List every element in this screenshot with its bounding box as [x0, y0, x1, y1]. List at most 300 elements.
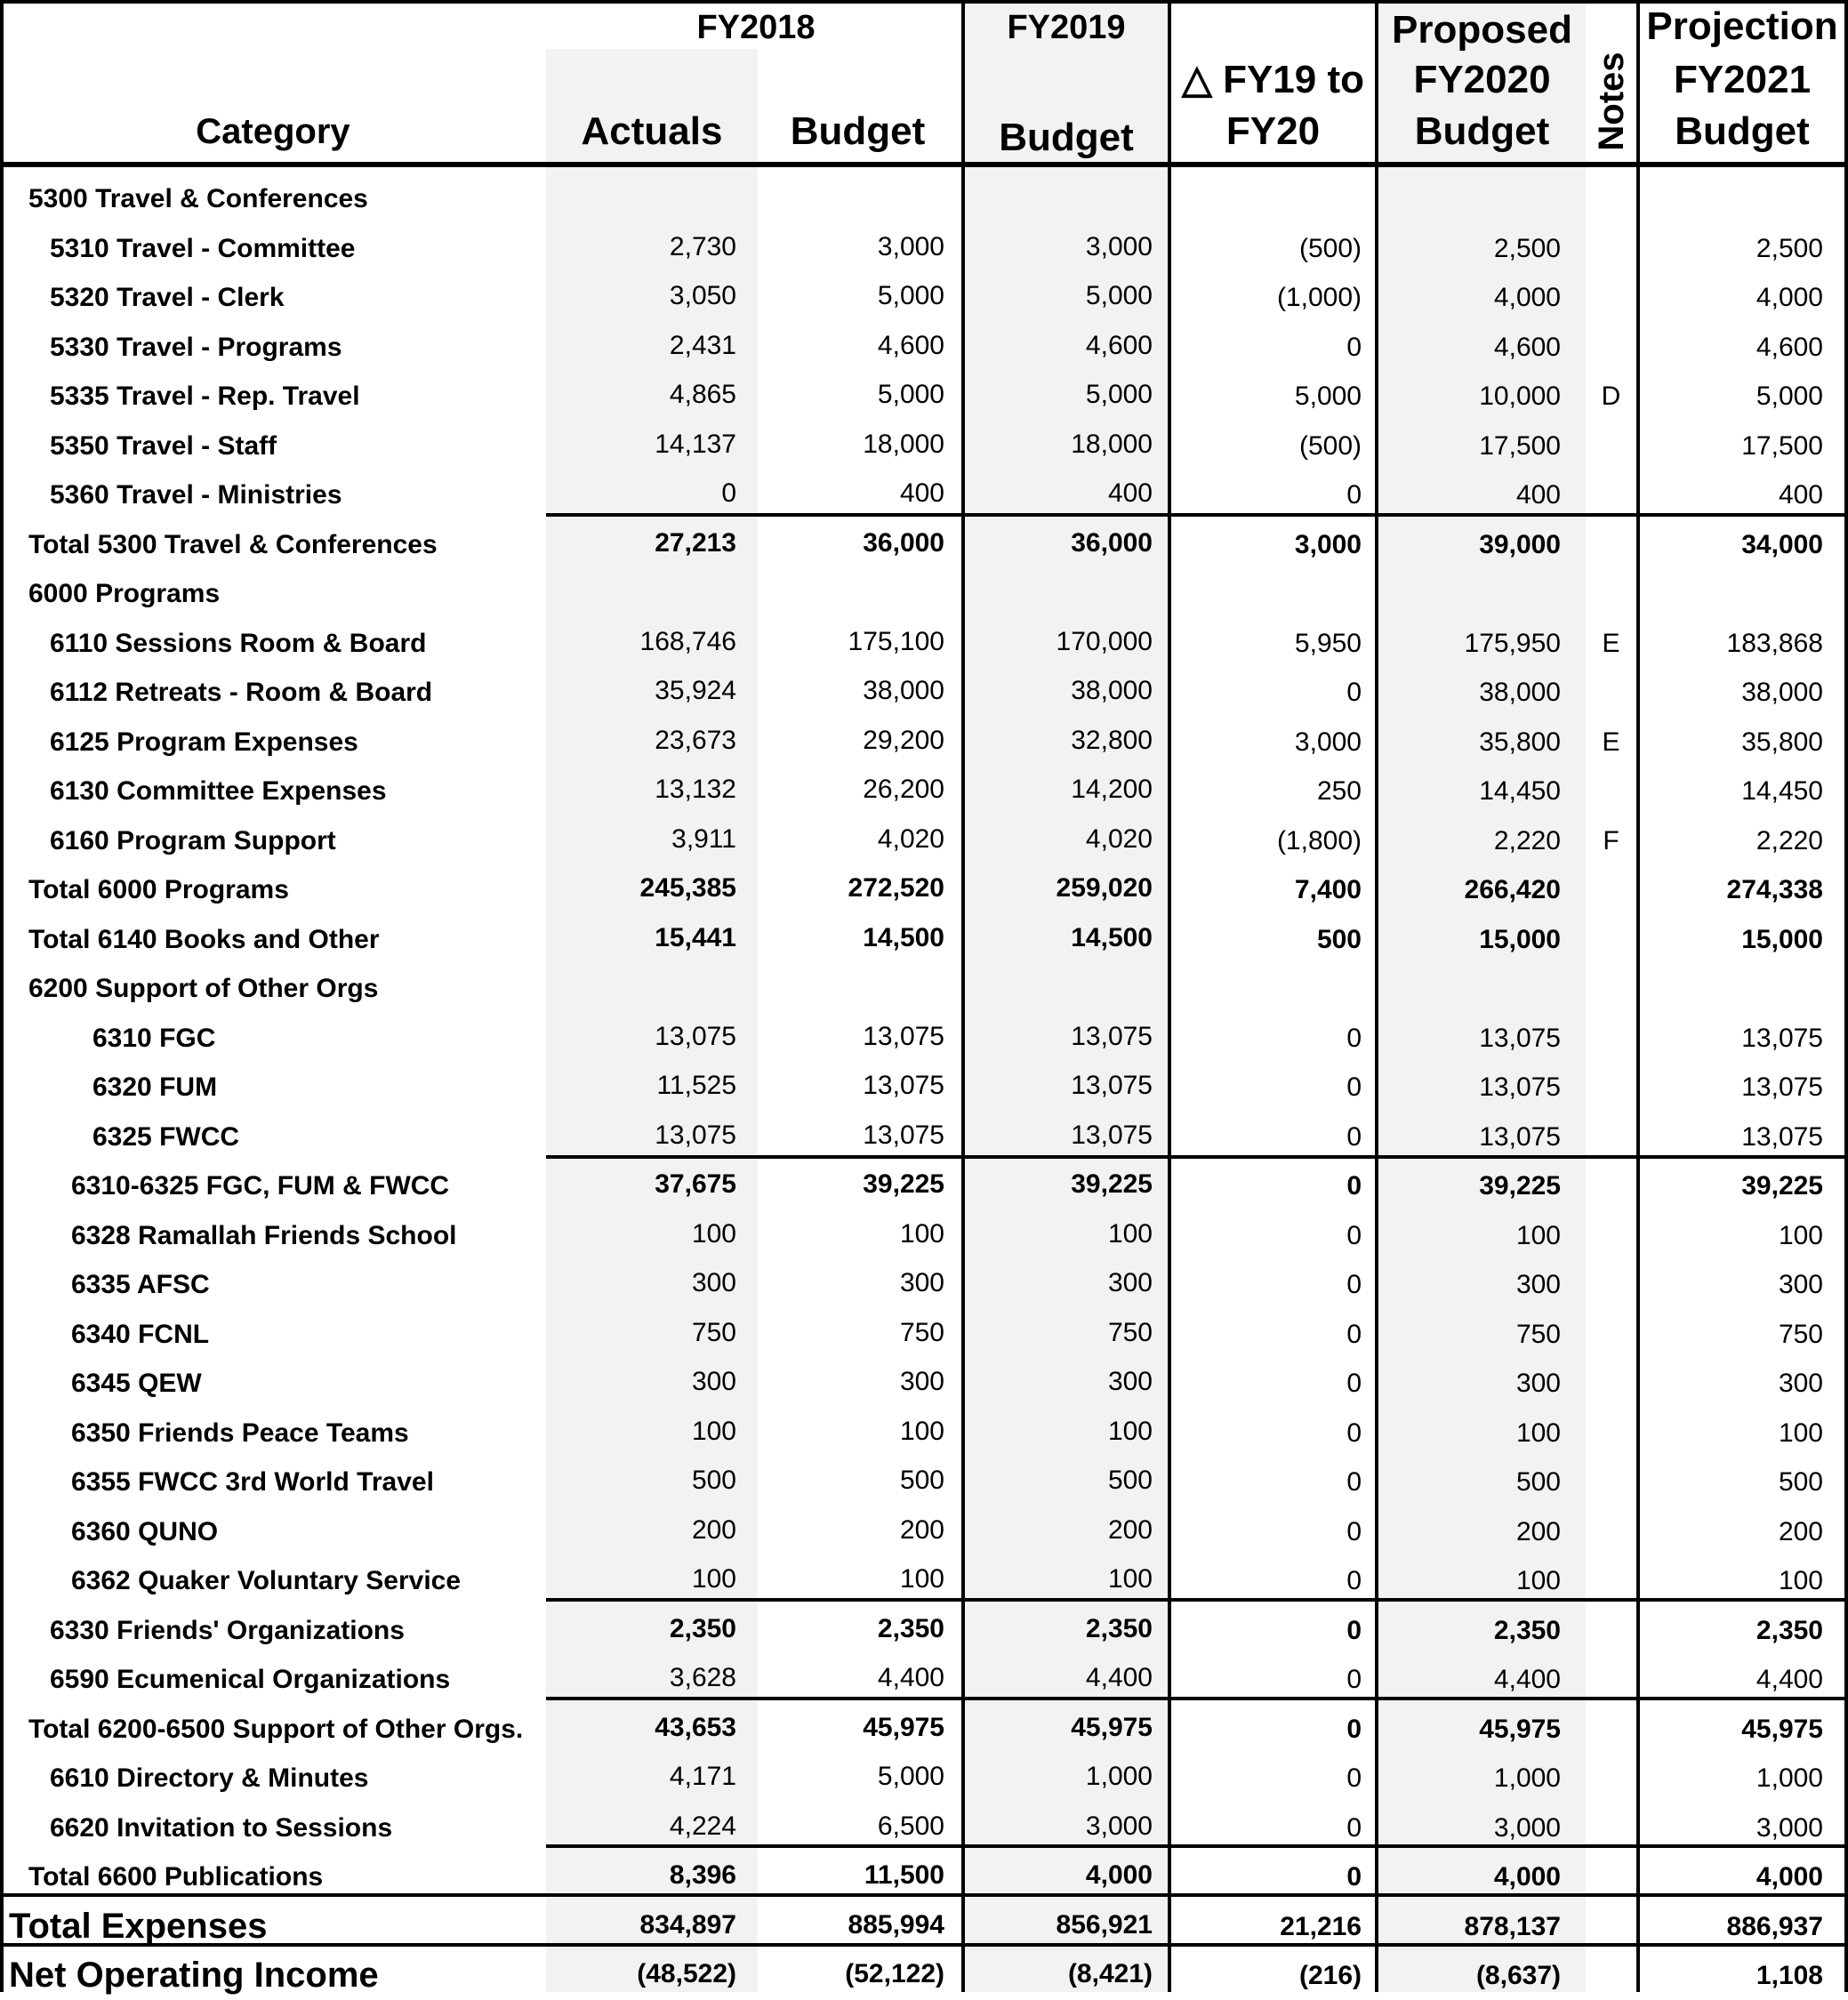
projection-cell: 274,338 — [1726, 875, 1823, 904]
actuals-cell: 4,224 — [669, 1811, 736, 1841]
table-row — [0, 1260, 1848, 1309]
projection-cell: 4,000 — [1756, 1862, 1823, 1892]
actuals-cell: 13,075 — [655, 1120, 736, 1150]
budget-2018-cell: 400 — [899, 478, 944, 508]
row-category-label: 5320 Travel - Clerk — [50, 283, 285, 312]
delta-cell: 0 — [1346, 678, 1362, 707]
budget-2019-cell: 14,200 — [1071, 775, 1153, 804]
row-category-label: 6160 Program Support — [50, 825, 336, 855]
row-category-label: 6000 Programs — [28, 579, 221, 608]
header-category: Category — [196, 112, 350, 151]
proposed-cell: 500 — [1515, 1467, 1561, 1497]
budget-2018-cell: 26,200 — [863, 775, 944, 804]
budget-2018-cell: 272,520 — [848, 873, 944, 903]
row-category-label: 6130 Committee Expenses — [50, 776, 387, 806]
row-category-label: 6335 AFSC — [71, 1270, 210, 1299]
proposed-cell: 39,000 — [1479, 529, 1561, 559]
notes-cell — [1586, 1161, 1636, 1210]
proposed-cell: 266,420 — [1464, 875, 1561, 904]
row-category-label: 6355 FWCC 3rd World Travel — [71, 1467, 434, 1497]
delta-cell: 0 — [1346, 1220, 1362, 1250]
actuals-cell: 100 — [691, 1218, 736, 1249]
budget-2019-cell: 5,000 — [1085, 380, 1153, 409]
budget-2019-cell: 100 — [1107, 1564, 1153, 1594]
row-category-label: 5310 Travel - Committee — [50, 233, 356, 263]
budget-2018-cell: 5,000 — [877, 380, 944, 409]
table-row — [0, 174, 1848, 223]
proposed-cell: 2,220 — [1493, 825, 1561, 855]
budget-2019-cell: 259,020 — [1056, 873, 1153, 903]
notes-cell — [1586, 1754, 1636, 1803]
proposed-cell: 3,000 — [1493, 1812, 1561, 1843]
proposed-cell — [1378, 174, 1561, 223]
notes-cell — [1586, 1211, 1636, 1260]
projection-cell: 15,000 — [1741, 924, 1823, 954]
budget-2018-cell — [758, 173, 944, 221]
table-row — [0, 372, 1848, 421]
proposed-cell — [1378, 569, 1561, 618]
row-category-label: 5350 Travel - Staff — [50, 430, 277, 461]
table-row — [0, 1161, 1848, 1210]
table-row — [0, 1951, 1848, 2000]
table-row — [0, 1852, 1848, 1901]
delta-cell — [1171, 569, 1362, 618]
table-row — [0, 1112, 1848, 1161]
header-actuals: Actuals — [581, 109, 723, 153]
notes-cell: D — [1601, 382, 1621, 411]
actuals-cell: 27,213 — [655, 527, 736, 558]
actuals-cell: 2,431 — [669, 330, 736, 360]
projection-cell: 39,225 — [1741, 1171, 1823, 1201]
proposed-cell: 100 — [1515, 1418, 1561, 1448]
notes-cell — [1586, 520, 1636, 569]
delta-cell: 0 — [1346, 1665, 1362, 1694]
budget-2019-cell: 3,000 — [1085, 231, 1153, 261]
proposed-cell: 1,000 — [1493, 1763, 1561, 1793]
projection-cell: 38,000 — [1741, 678, 1823, 707]
proposed-cell: 39,225 — [1479, 1171, 1561, 1201]
table-row — [0, 1014, 1848, 1063]
delta-cell: 0 — [1346, 1566, 1362, 1595]
budget-2019-cell: 500 — [1107, 1466, 1153, 1495]
notes-cell — [1586, 1852, 1636, 1901]
budget-2018-cell: 100 — [899, 1416, 944, 1446]
notes-cell — [1586, 1014, 1636, 1063]
proposed-cell: 4,000 — [1493, 1862, 1561, 1892]
table-row — [0, 767, 1848, 815]
row-category-label: Total Expenses — [9, 1906, 268, 1946]
projection-cell: 2,500 — [1756, 233, 1823, 263]
row-category-label: 6590 Ecumenical Organizations — [50, 1665, 451, 1694]
projection-cell: 500 — [1778, 1467, 1823, 1497]
budget-2019-cell: 1,000 — [1085, 1762, 1153, 1791]
budget-2019-cell: 36,000 — [1071, 527, 1153, 558]
budget-2019-cell: 3,000 — [1085, 1811, 1153, 1841]
actuals-cell: 300 — [691, 1268, 736, 1297]
row-category-label: 6125 Program Expenses — [50, 727, 358, 757]
delta-cell: 250 — [1316, 776, 1362, 806]
header-projection-line2: FY2021 — [1673, 58, 1812, 101]
proposed-cell: 4,000 — [1493, 283, 1561, 312]
header-proposed-line2: FY2020 — [1413, 58, 1551, 101]
delta-cell: 0 — [1346, 332, 1362, 362]
delta-cell: 0 — [1346, 1270, 1362, 1299]
budget-2018-cell: 39,225 — [863, 1169, 944, 1199]
notes-cell — [1586, 1803, 1636, 1852]
delta-cell: 0 — [1346, 1121, 1362, 1152]
projection-cell — [1640, 964, 1823, 1013]
header-delta-line2: FY20 — [1225, 109, 1321, 153]
row-category-label: 6110 Sessions Room & Board — [50, 628, 427, 658]
actuals-cell: 200 — [691, 1514, 736, 1545]
notes-cell — [1586, 1705, 1636, 1754]
actuals-cell: 4,171 — [669, 1762, 736, 1791]
proposed-cell: 300 — [1515, 1369, 1561, 1398]
projection-cell: 13,075 — [1741, 1023, 1823, 1053]
budget-2019-cell: 200 — [1107, 1514, 1153, 1545]
actuals-cell: 0 — [721, 478, 736, 508]
delta-cell: (500) — [1298, 233, 1362, 263]
delta-cell: 500 — [1316, 924, 1362, 954]
delta-cell: 0 — [1346, 1369, 1362, 1398]
proposed-cell: 45,975 — [1479, 1714, 1561, 1744]
row-category-label: 6340 FCNL — [71, 1319, 210, 1349]
budget-2018-cell: 4,600 — [877, 330, 944, 360]
notes-cell — [1586, 915, 1636, 964]
actuals-cell: 300 — [691, 1367, 736, 1396]
row-category-label: 6360 QUNO — [71, 1516, 219, 1546]
row-category-label: 5335 Travel - Rep. Travel — [50, 382, 360, 411]
row-category-label: Total 6140 Books and Other — [28, 924, 380, 954]
budget-2019-cell — [965, 567, 1153, 616]
header-delta-line1: △ FY19 to — [1182, 58, 1364, 101]
row-category-label: Total 6000 Programs — [28, 875, 289, 904]
table-row — [0, 619, 1848, 668]
actuals-cell: 14,137 — [655, 429, 736, 459]
projection-cell — [1640, 569, 1823, 618]
projection-cell: 2,350 — [1756, 1615, 1823, 1645]
notes-cell — [1586, 1310, 1636, 1359]
budget-2019-cell: 170,000 — [1056, 626, 1153, 656]
budget-2019-cell: 4,600 — [1085, 330, 1153, 360]
actuals-cell: 834,897 — [639, 1909, 736, 1940]
table-row — [0, 1507, 1848, 1556]
table-row — [0, 1409, 1848, 1458]
row-category-label: 6330 Friends' Organizations — [50, 1615, 405, 1645]
notes-cell — [1586, 1458, 1636, 1506]
table-row — [0, 520, 1848, 569]
table-row — [0, 1063, 1848, 1112]
delta-cell: 0 — [1346, 1615, 1362, 1645]
budget-2018-cell: 100 — [899, 1218, 944, 1249]
proposed-cell: 38,000 — [1479, 678, 1561, 707]
projection-cell: 35,800 — [1741, 727, 1823, 757]
delta-cell: 0 — [1346, 1319, 1362, 1349]
proposed-cell: 17,500 — [1479, 430, 1561, 461]
notes-cell: F — [1603, 825, 1619, 855]
proposed-cell: 4,600 — [1493, 332, 1561, 362]
budget-2019-cell — [965, 173, 1153, 221]
row-category-label: Net Operating Income — [9, 1956, 379, 1995]
table-border-top — [0, 0, 1848, 4]
table-row — [0, 1655, 1848, 1704]
proposed-cell: 13,075 — [1479, 1023, 1561, 1053]
notes-cell — [1586, 1409, 1636, 1458]
notes-cell — [1586, 1606, 1636, 1655]
proposed-cell: 35,800 — [1479, 727, 1561, 757]
budget-2019-cell: 32,800 — [1071, 725, 1153, 755]
budget-2019-cell: 300 — [1107, 1367, 1153, 1396]
delta-cell: 21,216 — [1280, 1911, 1362, 1941]
delta-cell: 5,000 — [1294, 382, 1362, 411]
table-row — [0, 1458, 1848, 1506]
header-projection-line3: Budget — [1675, 109, 1810, 153]
actuals-cell: 4,865 — [669, 380, 736, 409]
table-row — [0, 1705, 1848, 1754]
table-row — [0, 224, 1848, 273]
projection-cell: 200 — [1778, 1516, 1823, 1546]
projection-cell: 183,868 — [1726, 628, 1823, 658]
projection-cell: 100 — [1778, 1418, 1823, 1448]
row-category-label: 5360 Travel - Ministries — [50, 480, 342, 510]
projection-cell: 4,000 — [1756, 283, 1823, 312]
budget-2018-cell: 36,000 — [863, 527, 944, 558]
delta-cell: (500) — [1298, 430, 1362, 461]
row-category-label: Total 6200-6500 Support of Other Orgs. — [28, 1714, 524, 1744]
budget-2019-cell: 856,921 — [1056, 1909, 1153, 1940]
budget-2018-cell: 45,975 — [863, 1712, 944, 1742]
table-row — [0, 470, 1848, 519]
notes-cell — [1586, 1902, 1636, 1951]
budget-2018-cell: 14,500 — [863, 922, 944, 952]
header-proposed-line1: Proposed — [1392, 8, 1572, 52]
notes-cell: E — [1602, 628, 1620, 658]
budget-2018-cell: 5,000 — [877, 1762, 944, 1791]
budget-2019-cell: 14,500 — [1071, 922, 1153, 952]
projection-cell: 400 — [1778, 480, 1823, 510]
budget-2018-cell: 5,000 — [877, 281, 944, 310]
projection-cell — [1640, 174, 1823, 223]
delta-cell: 3,000 — [1294, 727, 1362, 757]
projection-cell: 17,500 — [1741, 430, 1823, 461]
budget-2019-cell: 2,350 — [1085, 1613, 1153, 1643]
actuals-cell — [546, 173, 736, 221]
notes-cell — [1586, 470, 1636, 519]
row-category-label: Total 6600 Publications — [28, 1862, 324, 1892]
budget-2018-cell: 13,075 — [863, 1021, 944, 1051]
header-notes: Notes — [1592, 52, 1631, 151]
budget-2018-cell: 18,000 — [863, 429, 944, 459]
table-row — [0, 1359, 1848, 1408]
actuals-cell: 168,746 — [639, 626, 736, 656]
budget-2019-cell: 13,075 — [1071, 1120, 1153, 1150]
notes-cell — [1586, 569, 1636, 618]
table-row — [0, 865, 1848, 914]
projection-cell: 1,000 — [1756, 1763, 1823, 1793]
budget-2018-cell: 4,400 — [877, 1663, 944, 1692]
actuals-cell: 2,730 — [669, 231, 736, 261]
budget-2018-cell: 300 — [899, 1367, 944, 1396]
row-category-label: 6350 Friends Peace Teams — [71, 1418, 409, 1448]
row-category-label: 6320 FUM — [92, 1072, 218, 1102]
notes-cell — [1586, 174, 1636, 223]
delta-cell: 0 — [1346, 1714, 1362, 1744]
budget-2019-cell: 300 — [1107, 1268, 1153, 1297]
actuals-cell: 3,050 — [669, 281, 736, 310]
row-category-label: 6325 FWCC — [92, 1121, 240, 1152]
projection-cell: 13,075 — [1741, 1121, 1823, 1152]
delta-cell: 0 — [1346, 1812, 1362, 1843]
notes-cell — [1586, 865, 1636, 914]
table-row — [0, 964, 1848, 1013]
notes-cell — [1586, 1951, 1636, 2000]
actuals-cell: 37,675 — [655, 1169, 736, 1199]
table-row — [0, 668, 1848, 717]
notes-cell — [1586, 964, 1636, 1013]
projection-cell: 34,000 — [1741, 529, 1823, 559]
delta-cell: 5,950 — [1294, 628, 1362, 658]
budget-2018-cell: 100 — [899, 1564, 944, 1594]
actuals-cell: 500 — [691, 1466, 736, 1495]
budget-2019-cell: 4,000 — [1085, 1860, 1153, 1890]
proposed-cell: 14,450 — [1479, 776, 1561, 806]
row-category-label: Total 5300 Travel & Conferences — [28, 529, 438, 559]
header-budget-2018: Budget — [790, 109, 926, 153]
notes-cell — [1586, 1359, 1636, 1408]
actuals-cell: 11,525 — [656, 1071, 736, 1100]
budget-2019-cell — [965, 962, 1153, 1011]
actuals-cell: 3,911 — [671, 823, 736, 854]
actuals-cell: 245,385 — [639, 873, 736, 903]
table-row — [0, 1754, 1848, 1803]
delta-cell: 0 — [1346, 1862, 1362, 1892]
notes-cell — [1586, 1556, 1636, 1605]
budget-2018-cell: 300 — [899, 1268, 944, 1297]
row-category-label: 6620 Invitation to Sessions — [50, 1812, 393, 1843]
actuals-cell: 3,628 — [669, 1663, 736, 1692]
budget-2018-cell: 3,000 — [877, 231, 944, 261]
projection-cell: 4,400 — [1756, 1665, 1823, 1694]
projection-cell: 5,000 — [1756, 382, 1823, 411]
actuals-cell: 100 — [691, 1416, 736, 1446]
proposed-cell: 10,000 — [1479, 382, 1561, 411]
proposed-cell: 15,000 — [1479, 924, 1561, 954]
budget-2018-cell: 175,100 — [848, 626, 944, 656]
row-category-label: 5300 Travel & Conferences — [28, 184, 368, 213]
delta-cell: (1,800) — [1276, 825, 1362, 855]
delta-cell: 0 — [1346, 1418, 1362, 1448]
header-projection-line1: Projection — [1646, 4, 1838, 48]
budget-2018-cell: 200 — [899, 1514, 944, 1545]
proposed-cell: 100 — [1515, 1566, 1561, 1595]
projection-cell: 886,937 — [1726, 1911, 1823, 1941]
projection-cell: 45,975 — [1741, 1714, 1823, 1744]
proposed-cell — [1378, 964, 1561, 1013]
table-row — [0, 915, 1848, 964]
actuals-cell: 43,653 — [655, 1712, 736, 1742]
delta-cell: 7,400 — [1294, 875, 1362, 904]
projection-cell: 2,220 — [1756, 825, 1823, 855]
notes-cell — [1586, 1260, 1636, 1309]
projection-cell: 750 — [1778, 1319, 1823, 1349]
row-category-label: 6200 Support of Other Orgs — [28, 974, 379, 1003]
delta-cell: 0 — [1346, 480, 1362, 510]
proposed-cell: 175,950 — [1464, 628, 1561, 658]
proposed-cell: 100 — [1515, 1220, 1561, 1250]
proposed-cell: 200 — [1515, 1516, 1561, 1546]
budget-2018-cell — [758, 567, 944, 616]
projection-cell: 300 — [1778, 1369, 1823, 1398]
proposed-cell: 400 — [1515, 480, 1561, 510]
row-category-label: 6362 Quaker Voluntary Service — [71, 1566, 462, 1595]
budget-2019-cell: 38,000 — [1071, 676, 1153, 705]
delta-cell — [1171, 964, 1362, 1013]
budget-2019-cell: 750 — [1107, 1317, 1153, 1347]
budget-2018-cell — [758, 962, 944, 1011]
table-row — [0, 718, 1848, 767]
actuals-cell: 35,924 — [655, 676, 736, 705]
actuals-cell: 13,132 — [655, 775, 736, 804]
header-budget-2019: Budget — [999, 116, 1134, 159]
table-row — [0, 816, 1848, 865]
table-row — [0, 1310, 1848, 1359]
notes-cell — [1586, 1655, 1636, 1704]
budget-2018-cell: 500 — [899, 1466, 944, 1495]
header-fy2019: FY2019 — [1007, 9, 1126, 46]
header-rule — [0, 162, 1848, 167]
budget-2018-cell: 29,200 — [863, 725, 944, 755]
delta-cell: 3,000 — [1294, 529, 1362, 559]
notes-cell — [1586, 224, 1636, 273]
notes-cell — [1586, 767, 1636, 815]
notes-cell: E — [1602, 727, 1620, 757]
row-category-label: 5330 Travel - Programs — [50, 332, 342, 362]
proposed-cell: 878,137 — [1464, 1911, 1561, 1941]
projection-cell: 100 — [1778, 1220, 1823, 1250]
budget-2019-cell: 100 — [1107, 1416, 1153, 1446]
notes-cell — [1586, 668, 1636, 717]
budget-2019-cell: 100 — [1107, 1218, 1153, 1249]
budget-2018-cell: 2,350 — [877, 1613, 944, 1643]
budget-2018-cell: 13,075 — [863, 1071, 944, 1100]
budget-2019-cell: 4,400 — [1085, 1663, 1153, 1692]
budget-2019-cell: 400 — [1107, 478, 1153, 508]
actuals-cell — [546, 567, 736, 616]
proposed-cell: 2,350 — [1493, 1615, 1561, 1645]
notes-cell — [1586, 1112, 1636, 1161]
budget-2019-cell: 13,075 — [1071, 1021, 1153, 1051]
delta-cell: 0 — [1346, 1516, 1362, 1546]
projection-cell: 300 — [1778, 1270, 1823, 1299]
budget-2018-cell: 11,500 — [864, 1860, 944, 1890]
proposed-cell: 2,500 — [1493, 233, 1561, 263]
actuals-cell: 8,396 — [669, 1860, 736, 1890]
projection-cell: 13,075 — [1741, 1072, 1823, 1102]
header-fy2018: FY2018 — [696, 9, 816, 46]
table-row — [0, 1556, 1848, 1605]
budget-2019-cell: 5,000 — [1085, 281, 1153, 310]
notes-cell — [1586, 1063, 1636, 1112]
delta-cell — [1171, 174, 1362, 223]
delta-cell: 0 — [1346, 1171, 1362, 1201]
notes-cell — [1586, 273, 1636, 322]
actuals-cell: 2,350 — [669, 1613, 736, 1643]
table-row — [0, 1606, 1848, 1655]
budget-2019-cell: 45,975 — [1071, 1712, 1153, 1742]
row-category-label: 6310-6325 FGC, FUM & FWCC — [71, 1171, 450, 1201]
proposed-cell: 750 — [1515, 1319, 1561, 1349]
table-row — [0, 323, 1848, 372]
